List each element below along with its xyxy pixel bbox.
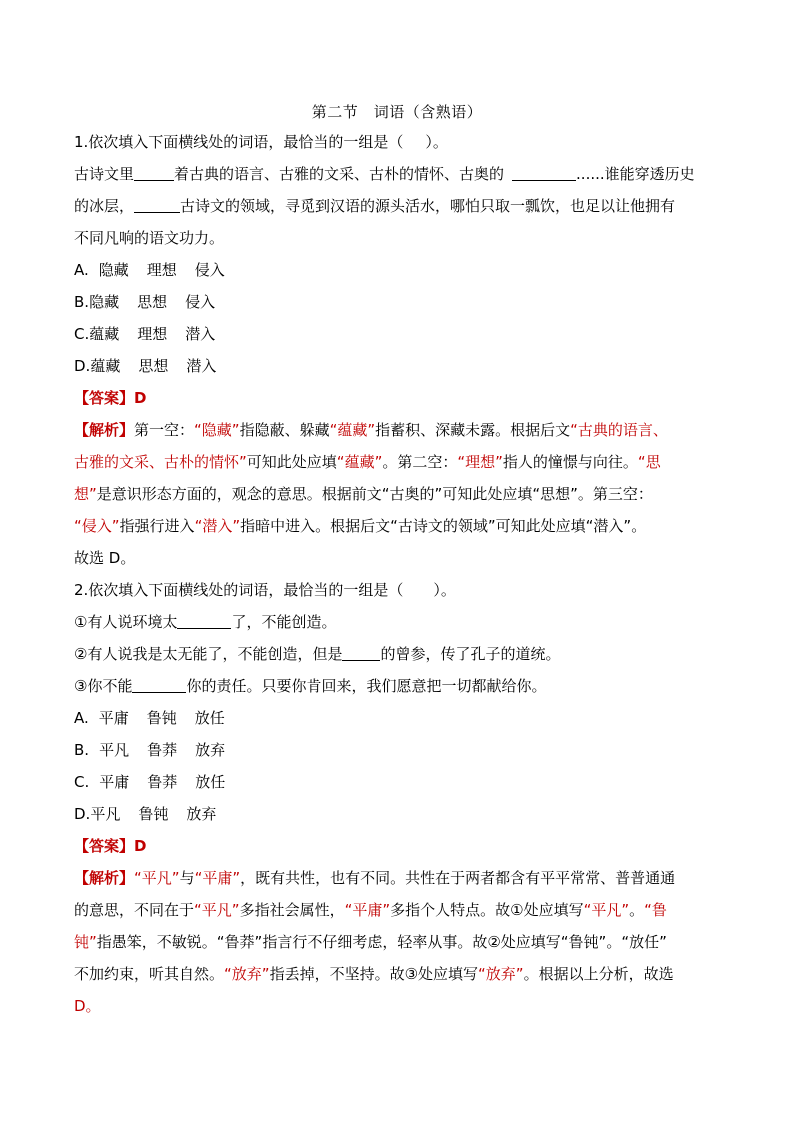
question-1-stem: 1.依次填入下面横线处的词语，最恰当的一组是（ ）。 bbox=[74, 133, 448, 151]
option-d: D.蕴藏 思想 潜入 bbox=[74, 357, 217, 375]
analysis-2-line: 【解析】“平凡”与“平庸”，既有共性，也有不同。共性在于两者都含有平平常常、普普通通 bbox=[74, 869, 676, 887]
option-a: A. 隐藏 理想 侵入 bbox=[74, 261, 225, 279]
fill-blank bbox=[134, 162, 174, 181]
fill-blank bbox=[134, 194, 180, 213]
analysis-1-line: 【解析】第一空：“隐藏”指隐蔽、躲藏“蕴藏”指蓄积、深藏未露。根据后文“古典的语言、 bbox=[74, 421, 668, 439]
analysis-2-line: D。 bbox=[74, 997, 101, 1015]
analysis-1-line: “侵入”指强行进入“潜入”指暗中进入。根据后文“古诗文的领域”可知此处应填“潜入”。 bbox=[74, 517, 647, 535]
question-2-sentence-1: ①有人说环境太 了，不能创造。 bbox=[74, 606, 722, 638]
fill-blank bbox=[512, 162, 576, 181]
analysis-2-line: 不加约束，听其自然。“放弃”指丢掉，不坚持。故③处应填写“放弃”。根据以上分析，故选 bbox=[74, 965, 674, 983]
answer-2: 【答案】D bbox=[74, 837, 147, 855]
question-1 bbox=[74, 126, 722, 574]
option-d: D.平凡 鲁钝 放弃 bbox=[74, 805, 217, 823]
analysis-2-line: 的意思，不同在于“平凡”多指社会属性，“平庸”多指个人特点。故①处应填写“平凡”。“鲁 bbox=[74, 901, 667, 919]
answer-1: 【答案】D bbox=[74, 389, 147, 407]
question-2 bbox=[74, 574, 722, 1022]
fill-blank bbox=[177, 610, 231, 629]
question-1-passage-line: 古诗文里 着古典的语言、古雅的文采、古朴的情怀、古奥的 ......谁能穿透历史 bbox=[74, 158, 722, 190]
option-c: C.蕴藏 理想 潜入 bbox=[74, 325, 216, 343]
question-2-stem: 2.依次填入下面横线处的词语，最恰当的一组是（ ）。 bbox=[74, 581, 456, 599]
analysis-1-line: 故选 D。 bbox=[74, 549, 136, 567]
option-b: B. 平凡 鲁莽 放弃 bbox=[74, 741, 226, 759]
fill-blank bbox=[342, 642, 380, 661]
fill-blank bbox=[132, 674, 186, 693]
question-1-passage-line: 的冰层， 古诗文的领域，寻觅到汉语的源头活水，哪怕只取一瓢饮，也足以让他拥有 bbox=[74, 190, 722, 222]
question-2-sentence-2: ②有人说我是太无能了，不能创造，但是 的曾参，传了孔子的道统。 bbox=[74, 638, 722, 670]
option-a: A. 平庸 鲁钝 放任 bbox=[74, 709, 225, 727]
section-title: 第二节 词语（含熟语） bbox=[311, 103, 483, 121]
question-1-passage-line: 不同凡响的语文功力。 bbox=[74, 229, 225, 247]
analysis-1-line: 古雅的文采、古朴的情怀”可知此处应填“蕴藏”。第二空：“理想”指人的憧憬与向往。“思 bbox=[74, 453, 661, 471]
option-c: C. 平庸 鲁莽 放任 bbox=[74, 773, 226, 791]
question-2-sentence-3: ③你不能 你的责任。只要你肯回来，我们愿意把一切都献给你。 bbox=[74, 670, 722, 702]
analysis-2-line: 钝”指愚笨，不敏锐。“鲁莽”指言行不仔细考虑，轻率从事。故②处应填写“鲁钝”。“放任” bbox=[74, 933, 667, 951]
option-b: B.隐藏 思想 侵入 bbox=[74, 293, 216, 311]
analysis-1-line: 想”是意识形态方面的，观念的意思。根据前文“古奥的”可知此处应填“思想”。第三空： bbox=[74, 485, 653, 503]
